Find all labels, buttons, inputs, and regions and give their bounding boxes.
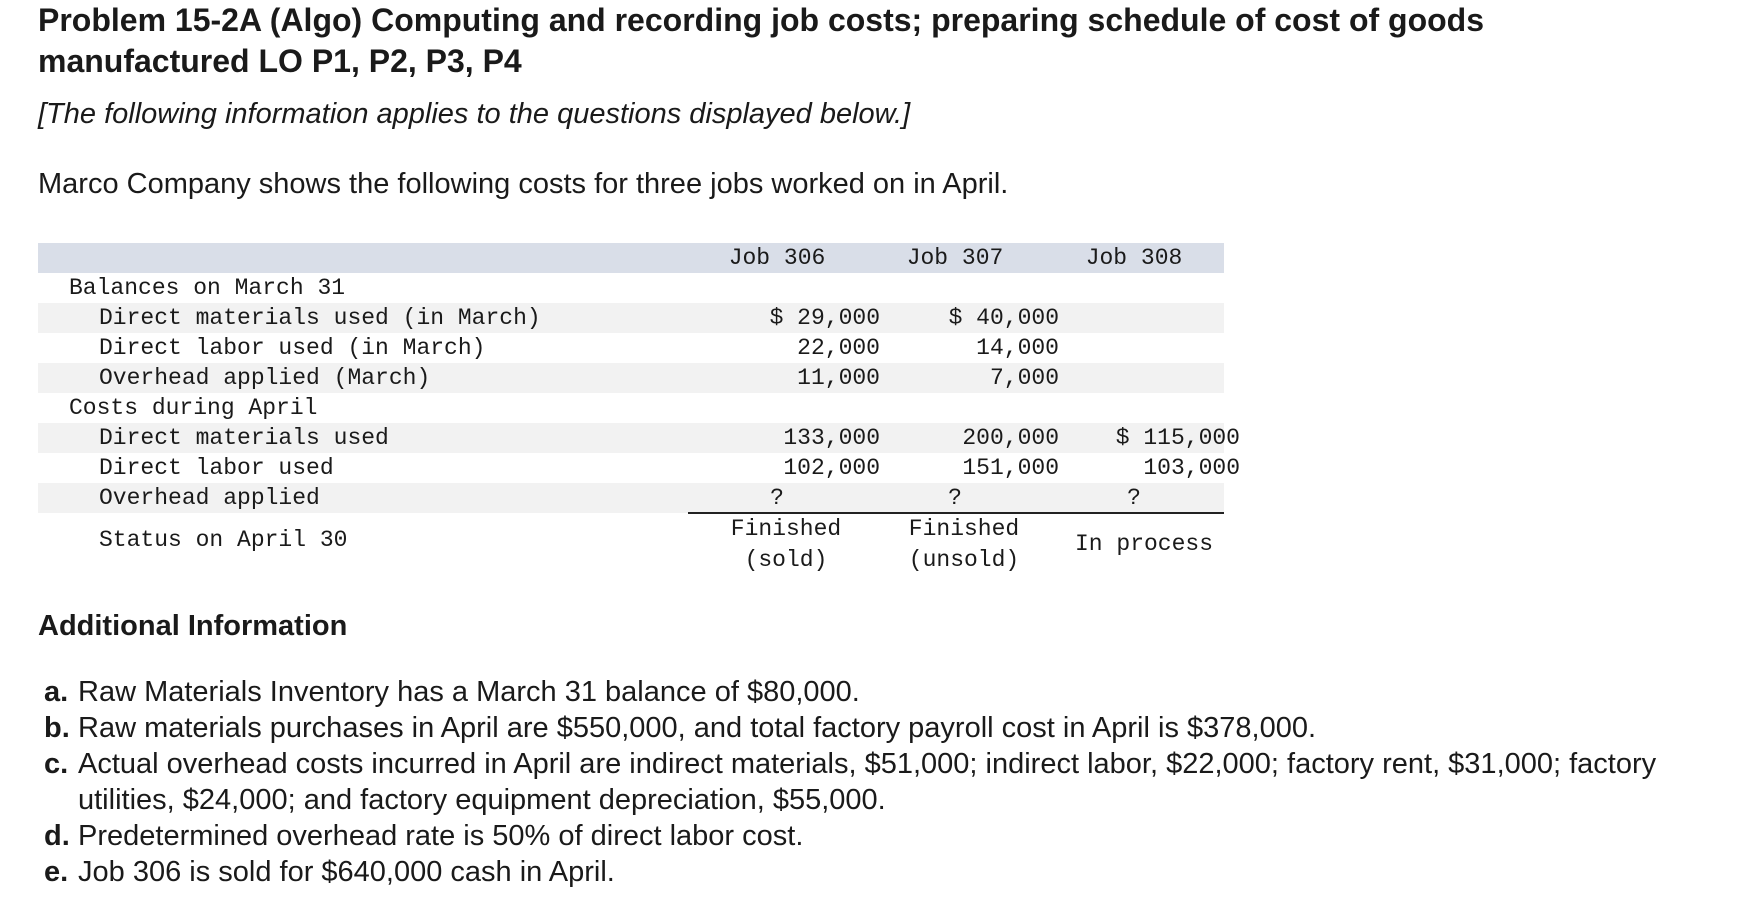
table-header-row bbox=[38, 243, 1224, 273]
list-item bbox=[44, 854, 1724, 890]
additional-info-list bbox=[44, 674, 1724, 890]
table-row bbox=[38, 453, 1240, 483]
cell-job-307: 7,000 bbox=[989, 365, 1059, 391]
cell-job-307: 151,000 bbox=[962, 455, 1059, 481]
problem-title: Problem 15-2A (Algo) Computing and recording job costs; preparing schedule of cost of goods manufactured LO P1, P2, P3, P4 bbox=[38, 2, 1485, 79]
intro-note: [The following information applies to the questions displayed below.] bbox=[38, 98, 911, 130]
cell-job-307: 200,000 bbox=[962, 425, 1059, 451]
cell-job-307: $ 40,000 bbox=[948, 305, 1059, 331]
list-item bbox=[44, 818, 1724, 854]
status-job-308: In process bbox=[1074, 531, 1214, 557]
section-row-april bbox=[38, 393, 1224, 423]
header-job-308: Job 308 bbox=[1085, 245, 1183, 271]
header-job-307: Job 307 bbox=[906, 245, 1004, 271]
lead-sentence: Marco Company shows the following costs for three jobs worked on in April. bbox=[38, 168, 1009, 200]
table-row bbox=[38, 423, 1240, 453]
list-item bbox=[44, 710, 1724, 746]
item-letter: e. bbox=[44, 856, 69, 888]
item-letter: c. bbox=[44, 748, 69, 780]
table-row bbox=[38, 483, 1224, 513]
status-cells bbox=[38, 512, 1224, 578]
header-job-306: Job 306 bbox=[728, 245, 826, 271]
section-row-march bbox=[38, 273, 1224, 303]
cell-job-306: $ 29,000 bbox=[769, 305, 880, 331]
table-row bbox=[38, 303, 1224, 333]
list-item bbox=[44, 746, 1724, 818]
item-text: Raw Materials Inventory has a March 31 balance of $80,000. bbox=[78, 676, 860, 708]
cell-job-307: ? bbox=[948, 485, 962, 511]
job-cost-table bbox=[38, 243, 1240, 513]
cell-job-306: 102,000 bbox=[783, 455, 880, 481]
cell-job-308: 103,000 bbox=[1143, 455, 1240, 481]
status-label: Status on April 30 bbox=[99, 527, 348, 553]
cell-job-306: 22,000 bbox=[797, 335, 880, 361]
item-letter: a. bbox=[44, 676, 69, 708]
cell-job-308: $ 115,000 bbox=[1115, 425, 1240, 451]
status-job-307-line1: Finished bbox=[908, 516, 1020, 542]
row-label: Direct labor used (in March) bbox=[99, 335, 486, 361]
row-label: Overhead applied bbox=[99, 485, 320, 511]
status-job-306-line2: (sold) bbox=[744, 547, 828, 573]
status-job-307-line2: (unsold) bbox=[908, 547, 1020, 573]
cell-job-306: 11,000 bbox=[797, 365, 880, 391]
row-label: Overhead applied (March) bbox=[99, 365, 431, 391]
additional-info-heading: Additional Information bbox=[38, 610, 348, 642]
table-row bbox=[38, 363, 1224, 393]
section-label-april: Costs during April bbox=[69, 395, 318, 421]
row-label: Direct materials used bbox=[99, 425, 389, 451]
item-letter: d. bbox=[44, 820, 70, 852]
list-item bbox=[44, 674, 1724, 710]
status-job-306-line1: Finished bbox=[730, 516, 842, 542]
item-text: Job 306 is sold for $640,000 cash in April. bbox=[78, 856, 615, 888]
row-label: Direct materials used (in March) bbox=[99, 305, 541, 331]
table-row bbox=[38, 333, 1224, 363]
cell-job-308: ? bbox=[1127, 485, 1141, 511]
row-label: Direct labor used bbox=[99, 455, 334, 481]
item-text: Raw materials purchases in April are $550,000, and total factory payroll cost in April is $378,000. bbox=[78, 712, 1317, 744]
cell-job-306: 133,000 bbox=[783, 425, 880, 451]
item-text: Actual overhead costs incurred in April are indirect materials, $51,000; indirect labor, $22,000; factory rent, $31,000; factory utilities, $24,000; and factory equipment depreciation, $55,000. bbox=[78, 748, 1657, 816]
item-letter: b. bbox=[44, 712, 70, 744]
item-text: Predetermined overhead rate is 50% of direct labor cost. bbox=[78, 820, 804, 852]
cell-job-306: ? bbox=[770, 485, 784, 511]
cell-job-307: 14,000 bbox=[976, 335, 1059, 361]
section-label-march: Balances on March 31 bbox=[69, 275, 346, 301]
